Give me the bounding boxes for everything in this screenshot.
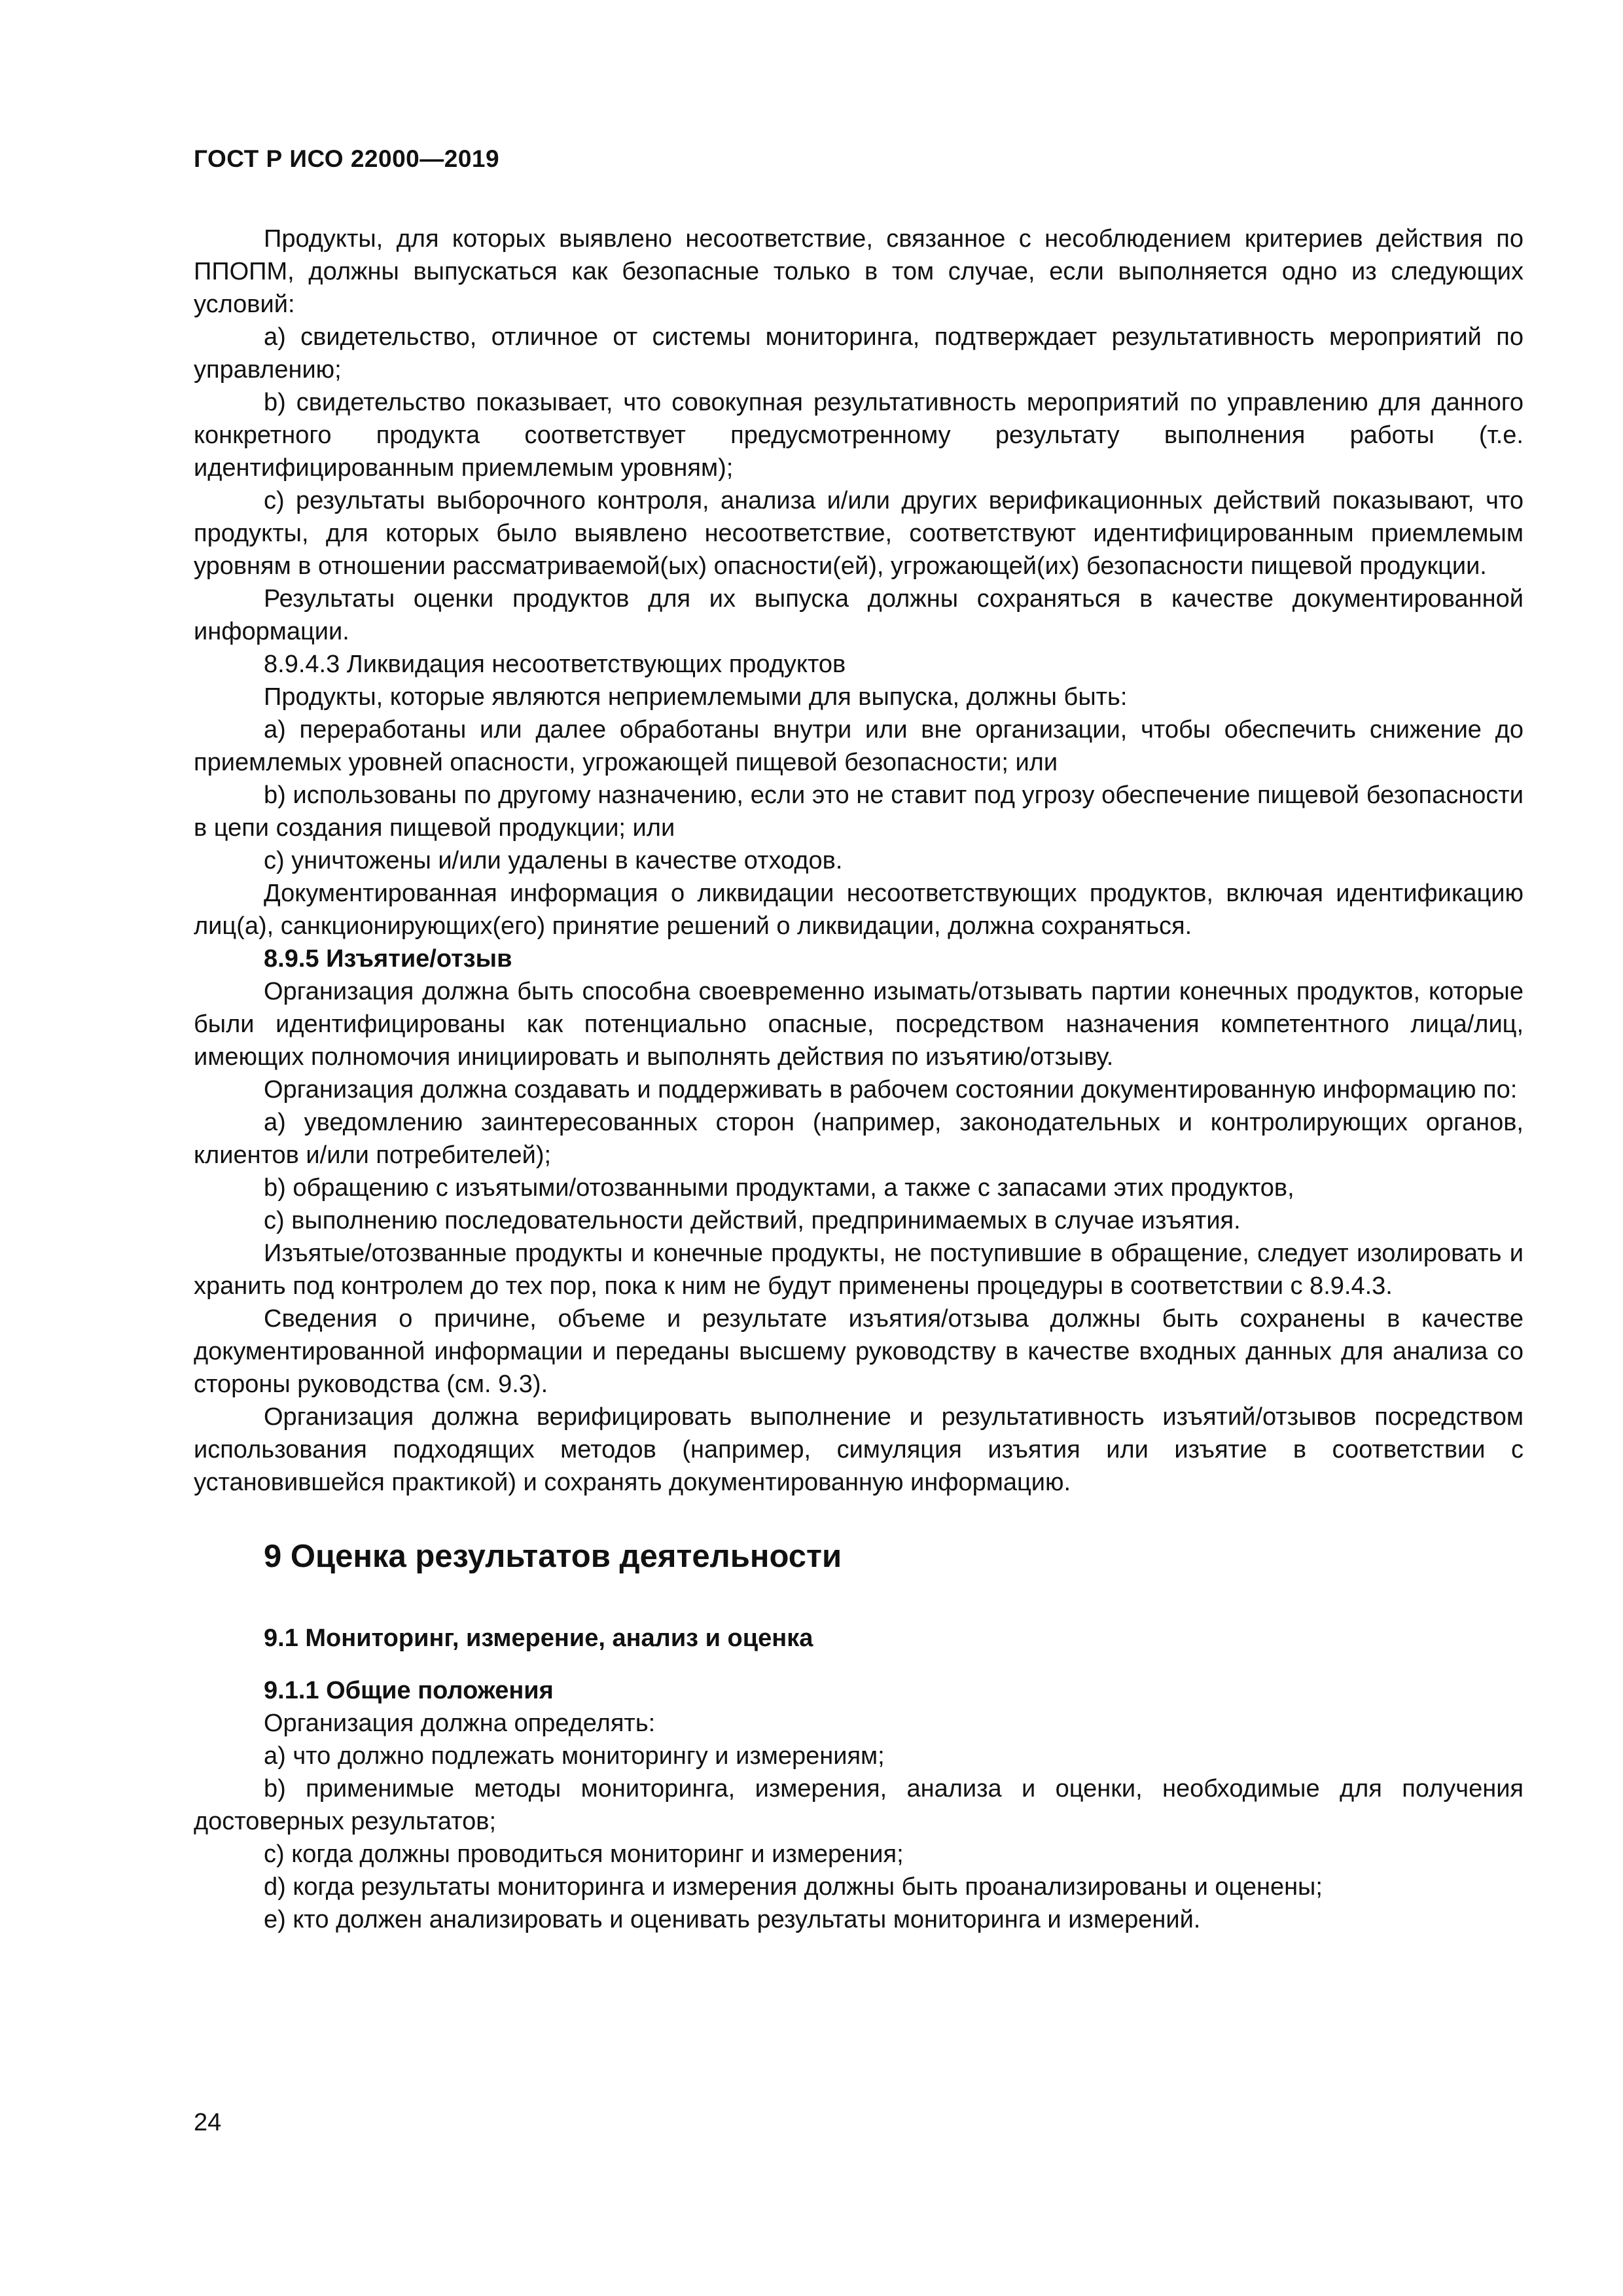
list-item: e) кто должен анализировать и оценивать результаты мониторинга и измерений. [264,1906,1201,1933]
section-heading-9-1: 9.1 Мониторинг, измерение, анализ и оценка [264,1624,813,1652]
list-item: c) когда должны проводиться мониторинг и измерения; [264,1840,904,1868]
paragraph: Продукты, которые являются неприемлемыми для выпуска, должны быть: [264,683,1128,711]
list-item: c) уничтожены и/или удалены в качестве отходов. [264,847,843,874]
section-heading-9: 9 Оценка результатов деятельности [264,1539,842,1574]
clause-heading-8-9-4-3: 8.9.4.3 Ликвидация несоответствующих продуктов [264,651,846,678]
section-heading-9-1-1: 9.1.1 Общие положения [264,1677,554,1704]
list-item: a) уведомлению заинтересованных сторон (например, законодательных и контролирующих органов, клиентов и/или потребителей); [194,1109,1524,1169]
paragraph: Изъятые/отозванные продукты и конечные продукты, не поступившие в обращение, следует изолировать и хранить под контролем до тех пор, пока к ним не будут применены процедуры в соответствии с 8.9.4.3. [194,1240,1524,1300]
paragraph: Результаты оценки продуктов для их выпуска должны сохраняться в качестве документированной информации. [194,585,1524,645]
document-code-header: ГОСТ Р ИСО 22000—2019 [194,145,500,172]
paragraph: Документированная информация о ликвидации несоответствующих продуктов, включая идентификацию лиц(а), санкционирующих(его) принятие решений о ликвидации, должна сохраняться. [194,880,1524,940]
list-item: b) обращению с изъятыми/отозванными продуктами, а также с запасами этих продуктов, [264,1174,1294,1202]
paragraph: Продукты, для которых выявлено несоответствие, связанное с несоблюдением критериев действия по ППОПМ, должны выпускаться как безопасные только в том случае, если выполняется одно из следующих условий: [194,225,1524,318]
paragraph: Организация должна быть способна своевременно изымать/отзывать партии конечных продуктов, которые были идентифицированы как потенциально опасные, посредством назначения компетентного лица/лиц, имеющих полномочия инициировать и выполнять действия по изъятию/отзыву. [194,978,1524,1071]
list-item: b) свидетельство показывает, что совокупная результативность мероприятий по управлению для данного конкретного продукта соответствует предусмотренному результату выполнения работы (т.е. идентифицированным приемлемым уровням); [194,389,1524,482]
list-item: b) применимые методы мониторинга, измерения, анализа и оценки, необходимые для получения достоверных результатов; [194,1775,1524,1835]
list-item: c) выполнению последовательности действий, предпринимаемых в случае изъятия. [264,1207,1241,1234]
clause-heading-8-9-5: 8.9.5 Изъятие/отзыв [264,945,512,973]
paragraph: Организация должна определять: [264,1710,656,1737]
list-item: a) переработаны или далее обработаны внутри или вне организации, чтобы обеспечить снижение до приемлемых уровней опасности, угрожающей пищевой безопасности; или [194,716,1524,776]
list-item: a) свидетельство, отличное от системы мониторинга, подтверждает результативность мероприятий по управлению; [194,323,1524,384]
page-body [194,223,1524,1936]
list-item: b) использованы по другому назначению, если это не ставит под угрозу обеспечение пищевой безопасности в цепи создания пищевой продукции; или [194,781,1524,842]
paragraph: Организация должна создавать и поддерживать в рабочем состоянии документированную информацию по: [264,1076,1518,1103]
list-item: c) результаты выборочного контроля, анализа и/или других верификационных действий показывают, что продукты, для которых было выявлено несоответствие, соответствуют идентифицированным приемлемым уровням в отношении рассматриваемой(ых) опасности(ей), угрожающей(их) безопасности пищевой продукции. [194,487,1524,580]
list-item: a) что должно подлежать мониторингу и измерениям; [264,1742,885,1770]
paragraph: Сведения о причине, объеме и результате изъятия/отзыва должны быть сохранены в качестве документированной информации и переданы высшему руководству в качестве входных данных для анализа со стороны руководства (см. 9.3). [194,1305,1524,1398]
list-item: d) когда результаты мониторинга и измерения должны быть проанализированы и оценены; [264,1873,1323,1901]
page-number: 24 [194,2109,222,2136]
paragraph: Организация должна верифицировать выполнение и результативность изъятий/отзывов посредством использования подходящих методов (например, симуляция изъятия или изъятие в соответствии с установившейся практикой) и сохранять документированную информацию. [194,1403,1524,1496]
